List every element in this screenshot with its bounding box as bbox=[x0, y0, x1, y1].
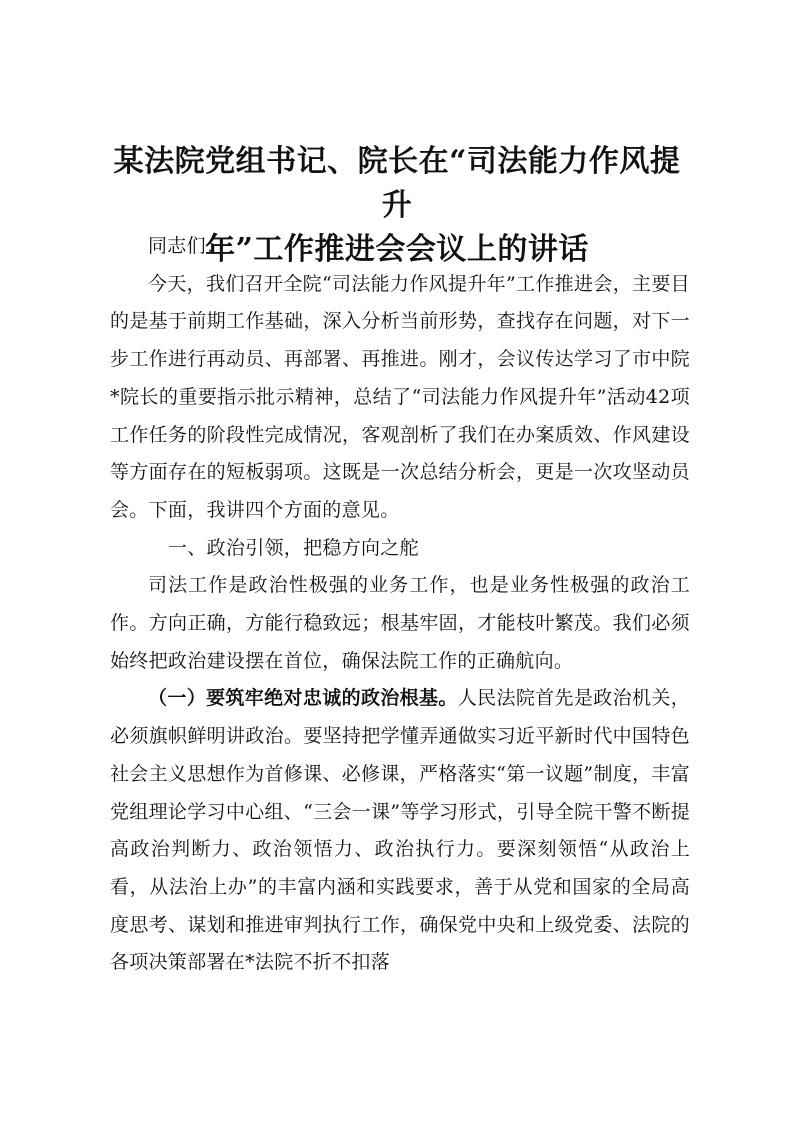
subsection-1-lead: （一）要筑牢绝对忠诚的政治根基。 bbox=[148, 687, 458, 710]
paragraph-subsection-1 bbox=[110, 680, 690, 982]
subsection-1-text: 人民法院首先是政治机关，必须旗帜鲜明讲政治。要坚持把学懂弄通做实习近平新时代中国特色社会主义思想作为首修课、必修课，严格落实“第一议题”制度，丰富党组理论学习中心组、“三会一课”等学习形式，引导全院干警不断提高政治判断力、政治领悟力、政治执行力。要深刻领悟“从政治上看，从法治上办”的丰富内涵和实践要求，善于从党和国家的全局高度思考、谋划和推进审判执行工作，确保党中央和上级党委、法院的各项决策部署在*法院不折不扣落 bbox=[110, 687, 690, 974]
title-line-2: 年”工作推进会会议上的讲话 bbox=[205, 232, 589, 267]
document-body bbox=[110, 228, 690, 982]
title-line-1: 某法院党组书记、院长在“司法能力作风提升 bbox=[113, 144, 681, 223]
paragraph-section-1: 司法工作是政治性极强的业务工作，也是业务性极强的政治工作。方向正确，方能行稳致远；根基牢固，才能枝叶繁茂。我们必须始终把政治建设摆在首位，确保法院工作的正确航向。 bbox=[110, 574, 690, 672]
paragraph-intro: 今天，我们召开全院“司法能力作风提升年”工作推进会，主要目的是基于前期工作基础，深入分析当前形势，查找存在问题，对下一步工作进行再动员、再部署、再推进。刚才，会议传达学习了市中院*院长的重要指示批示精神，总结了“司法能力作风提升年”活动42项工作任务的阶段性完成情况，客观剖析了我们在办案质效、作风建设等方面存在的短板弱项。这既是一次总结分析会，更是一次攻坚动员会。下面，我讲四个方面的意见。 bbox=[110, 272, 690, 521]
section-heading-1: 一、政治引领，把稳方向之舵 bbox=[168, 536, 419, 559]
salutation: 同志们： bbox=[148, 235, 226, 257]
